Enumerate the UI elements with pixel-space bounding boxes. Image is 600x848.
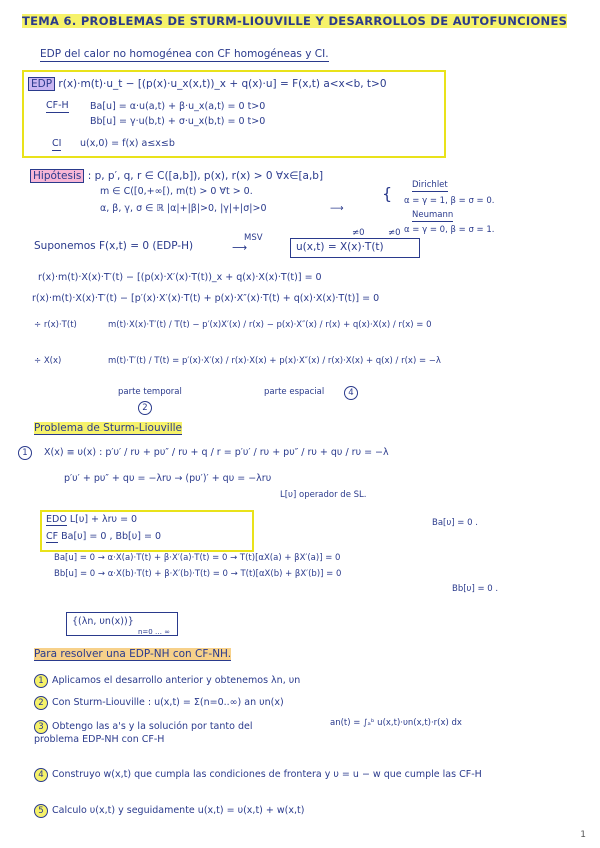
arrow-icon: ⟶	[330, 203, 344, 214]
cf-equation: Ba[υ] = 0 , Bb[υ] = 0	[61, 531, 161, 542]
page-title: TEMA 6. PROBLEMAS DE STURM-LIOUVILLE Y DESARROLLOS DE AUTOFUNCIONES	[22, 14, 568, 28]
parte-espacial-label: parte espacial	[264, 387, 325, 397]
parte-temporal-label: parte temporal	[118, 387, 182, 397]
equation-2: r(x)·m(t)·X(x)·T′(t) − [p′(x)·X′(x)·T(t) + p(x)·X″(x)·T(t) + q(x)·X(x)·T(t)] = 0	[32, 293, 380, 304]
ci-tag: CI	[52, 138, 62, 149]
hipotesis-text-3: α, β, γ, σ ∈ ℝ |α|+|β|>0, |γ|+|σ|>0	[100, 203, 267, 214]
cfh-tag: CF-H	[46, 100, 69, 111]
edo-tag: EDO	[46, 514, 67, 525]
intro-text: EDP del calor no homogénea con CF homogéneas y CI.	[40, 48, 329, 60]
page-number: 1	[580, 830, 586, 840]
step-5: 5 Calculo υ(x,t) y seguidamente u(x,t) = υ(x,t) + w(x,t)	[34, 804, 304, 818]
sl-equation-2: p′υ′ + pυ″ + qυ = −λrυ → (pυ′)′ + qυ = −λrυ	[64, 473, 272, 484]
nonzero-mark-2: ≠0	[388, 228, 401, 238]
sl-edo-line	[46, 514, 137, 526]
an-formula: an(t) = ∫ₐᵇ u(x,t)·υn(x,t)·r(x) dx	[330, 718, 462, 728]
msv-arrow-icon: ⟶	[232, 242, 248, 254]
ba-note: Ba[υ] = 0 .	[432, 518, 478, 528]
cf-tag: CF	[46, 531, 59, 542]
sl-equation-1: X(x) ≡ υ(x) : p′υ′ / rυ + pυ″ / rυ + q / r = p′υ′ / rυ + pυ″ / rυ + qυ / rυ = −λ	[44, 447, 389, 458]
eigen-range: n=0 … ∞	[138, 628, 171, 636]
step-1: 1 Aplicamos el desarrollo anterior y obtenemos λn, υn	[34, 674, 300, 688]
equation-4: m(t)·T′(t) / T(t) = p′(x)·X′(x) / r(x)·X(x) + p(x)·X″(x) / r(x)·X(x) + q(x) / r(x) = −λ	[108, 356, 441, 366]
cf-a-equation: Ba[u] = α·u(a,t) + β·u_x(a,t) = 0 t>0	[90, 101, 266, 112]
cf-a-derivation: Ba[u] = 0 → α·X(a)·T(t) + β·X′(a)·T(t) = 0 → T(t)[αX(a) + βX′(a)] = 0	[54, 553, 341, 563]
steps-heading: Para resolver una EDP-NH con CF-NH.	[34, 648, 232, 660]
divide-x-label: ÷ X(x)	[34, 356, 62, 366]
sl-cf-line	[46, 531, 161, 543]
equation-1: r(x)·m(t)·X(x)·T′(t) − [(p(x)·X′(x)·T(t))_x + q(x)·X(x)·T(t)] = 0	[38, 272, 322, 283]
equation-3: m(t)·X(x)·T′(t) / T(t) − p′(x)X′(x) / r(x) − p(x)·X″(x) / r(x) + q(x)·X(x) / r(x) = 0	[108, 320, 432, 330]
hipotesis-line-1	[30, 170, 323, 183]
sl-heading: Problema de Sturm-Liouville	[34, 422, 183, 434]
temporal-number: 2	[138, 401, 156, 415]
dirichlet-label: Dirichlet	[412, 180, 448, 190]
suponemos-text: Suponemos F(x,t) = 0 (EDP-H)	[34, 240, 194, 252]
step-4: 4 Construyo w(x,t) que cumpla las condiciones de frontera y υ = u − w que cumple las CF-H	[34, 768, 574, 782]
edp-equation: r(x)·m(t)·u_t − [(p(x)·u_x(x,t))_x + q(x)·u] = F(x,t) a<x<b, t>0	[58, 78, 387, 90]
bb-note: Bb[υ] = 0 .	[452, 584, 499, 594]
brace-icon: {	[382, 184, 393, 203]
hipotesis-text-1: : p, p′, q, r ∈ C([a,b]), p(x), r(x) > 0 ∀x∈[a,b]	[87, 170, 324, 182]
step-2: 2 Con Sturm-Liouville : u(x,t) = Σ(n=0..∞) an υn(x)	[34, 696, 284, 710]
edp-tag: EDP	[28, 77, 55, 91]
neumann-equation: α = γ = 0, β = σ = 1.	[404, 225, 495, 235]
msv-label: MSV	[244, 233, 263, 243]
eigen-set: {(λn, υn(x))}	[72, 616, 134, 627]
hipotesis-text-2: m ∈ C([0,+∞[), m(t) > 0 ∀t > 0.	[100, 186, 253, 197]
cf-b-equation: Bb[u] = γ·u(b,t) + σ·u_x(b,t) = 0 t>0	[90, 116, 266, 127]
nonzero-mark-1: ≠0	[352, 228, 365, 238]
divide-r-t-label: ÷ r(x)·T(t)	[34, 320, 77, 330]
sl-operator-note: L[υ] operador de SL.	[280, 490, 367, 500]
espacial-number: 4	[344, 386, 362, 400]
edp-line	[28, 78, 387, 91]
step-3: 3 Obtengo las a's y la solución por tanto del problema EDP-NH con CF-H	[34, 721, 253, 745]
hipotesis-label: Hipótesis	[30, 169, 84, 183]
separation-result: u(x,t) = X(x)·T(t)	[296, 241, 384, 253]
ci-equation: u(x,0) = f(x) a≤x≤b	[80, 138, 175, 149]
neumann-label: Neumann	[412, 210, 454, 220]
dirichlet-equation: α = γ = 1, β = σ = 0.	[404, 196, 495, 206]
cf-b-derivation: Bb[u] = 0 → α·X(b)·T(t) + β·X′(b)·T(t) = 0 → T(t)[αX(b) + βX′(b)] = 0	[54, 569, 342, 579]
edo-equation: L[υ] + λrυ = 0	[69, 514, 138, 525]
sl-number: 1	[18, 446, 36, 460]
